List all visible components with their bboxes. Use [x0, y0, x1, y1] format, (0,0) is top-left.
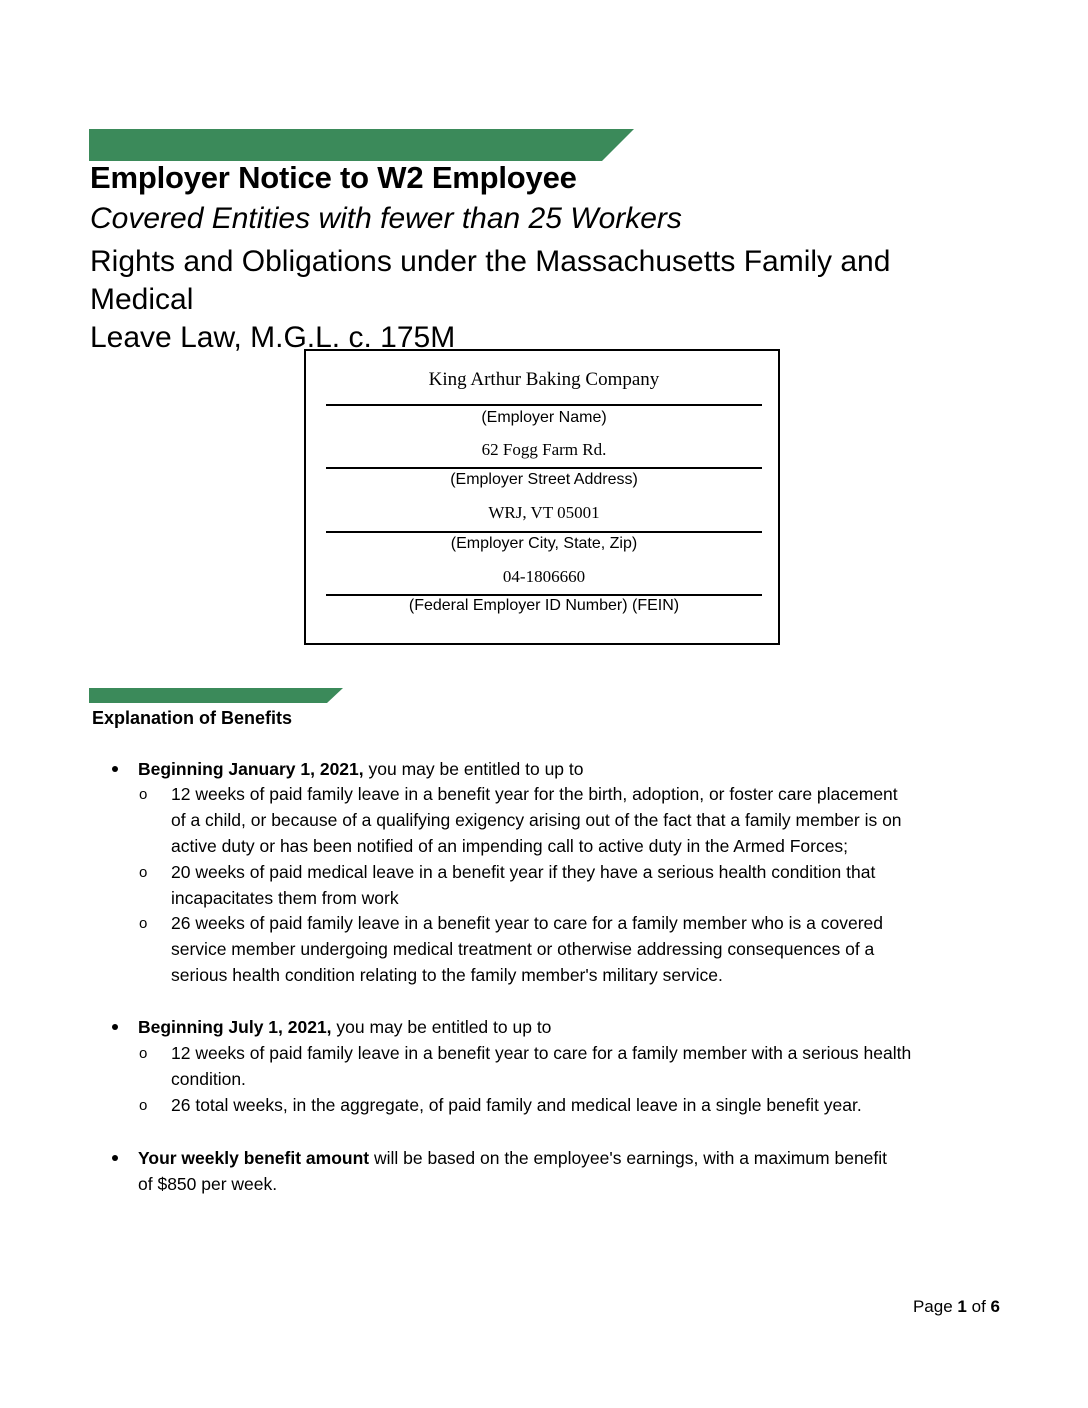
employer-city-value: WRJ, VT 05001	[488, 503, 600, 522]
employer-street-value: 62 Fogg Farm Rd.	[481, 440, 607, 459]
bullet-text	[138, 1145, 887, 1171]
header-band	[89, 129, 634, 161]
sub-bullet-icon: o	[139, 786, 148, 803]
employer-name-label: (Employer Name)	[481, 409, 607, 426]
sub-item-line: incapacitates them from work	[171, 888, 399, 908]
sub-item-line: 26 total weeks, in the aggregate, of paid family and medical leave in a single benefit year.	[171, 1095, 862, 1115]
bullet-bold: Beginning January 1, 2021,	[138, 759, 364, 779]
employer-info-box	[304, 349, 780, 645]
law-line-1: Rights and Obligations under the Massachusetts Family and Medical	[90, 245, 891, 316]
bullet-bold: Your weekly benefit amount	[138, 1148, 370, 1168]
page-subtitle-law	[90, 243, 990, 357]
bullet-rest: you may be entitled to up to	[363, 759, 584, 779]
sub-item-line: active duty or has been notified of an impending call to active duty in the Armed Forces;	[171, 836, 849, 856]
sub-item-line: of a child, or because of a qualifying exigency arising out of the fact that a family member is on	[171, 810, 902, 830]
sub-item-line: 12 weeks of paid family leave in a benefit year to care for a family member with a serious health	[171, 1043, 912, 1063]
page-title: Employer Notice to W2 Employee	[90, 160, 577, 195]
sub-item-line: 26 weeks of paid family leave in a benefit year to care for a family member who is a covered	[171, 913, 884, 933]
bullet-icon	[112, 1024, 118, 1030]
sub-bullet-icon: o	[139, 864, 148, 881]
section-band	[89, 688, 343, 703]
bullet-icon	[112, 766, 118, 772]
page-word: Page	[912, 1297, 953, 1316]
sub-bullet-icon: o	[139, 915, 148, 932]
section-heading: Explanation of Benefits	[92, 708, 293, 728]
page-current: 1	[957, 1297, 967, 1316]
bullet-bold: Beginning July 1, 2021,	[138, 1017, 332, 1037]
divider	[326, 404, 762, 406]
divider	[326, 467, 762, 469]
page-subtitle: Covered Entities with fewer than 25 Workers	[90, 202, 682, 235]
sub-item-line: condition.	[171, 1069, 246, 1089]
divider	[326, 594, 762, 596]
sub-item-line: service member undergoing medical treatment or otherwise addressing consequences of a	[171, 939, 875, 959]
page-number	[913, 1297, 1000, 1317]
sub-item-line: 20 weeks of paid medical leave in a benefit year if they have a serious health condition that	[171, 862, 876, 882]
sub-bullet-icon: o	[139, 1097, 148, 1114]
of-word: of	[971, 1297, 986, 1316]
bullet-text	[138, 756, 584, 782]
sub-item-line: serious health condition relating to the family member's military service.	[171, 965, 723, 985]
employer-fein-label: (Federal Employer ID Number) (FEIN)	[408, 597, 680, 614]
sub-item-line: 12 weeks of paid family leave in a benefit year for the birth, adoption, or foster care placement	[171, 784, 898, 804]
bullet-icon	[112, 1155, 118, 1161]
bullet-text	[138, 1014, 551, 1040]
bullet-rest: you may be entitled to up to	[331, 1017, 552, 1037]
employer-name-value: King Arthur Baking Company	[428, 369, 660, 390]
bullet-text-line2: of $850 per week.	[138, 1174, 278, 1194]
sub-bullet-icon: o	[139, 1045, 148, 1062]
employer-city-label: (Employer City, State, Zip)	[450, 535, 638, 552]
employer-street-label: (Employer Street Address)	[450, 471, 638, 488]
bullet-rest: will be based on the employee's earnings, with a maximum benefit	[369, 1148, 888, 1168]
page-total: 6	[990, 1297, 1000, 1316]
divider	[326, 531, 762, 533]
law-line-2: Leave Law, M.G.L. c. 175M	[90, 321, 456, 354]
employer-fein-value: 04-1806660	[502, 567, 586, 586]
